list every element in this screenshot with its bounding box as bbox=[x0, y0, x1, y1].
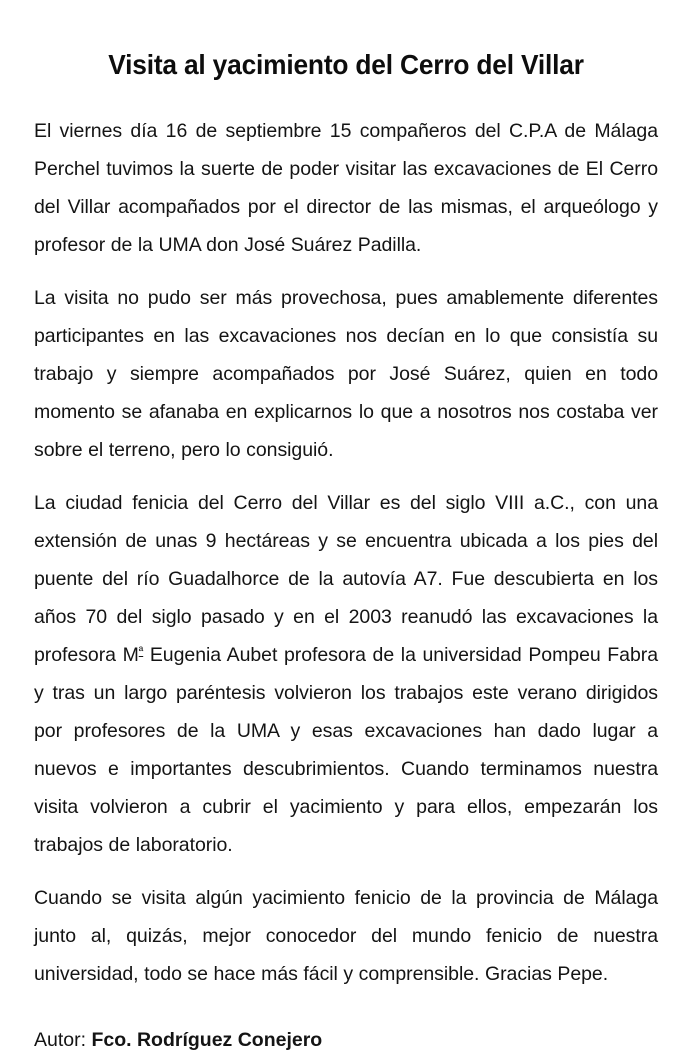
byline bbox=[34, 1008, 658, 1055]
paragraph-3-text-after-ordinal: Eugenia Aubet profesora de la universidad Pompeu Fabra y tras un largo paréntesis volvieron los trabajos este verano dirigidos por profesores de la UMA y esas excavaciones han dado lugar a nuevos e importantes descubrimientos. Cuando terminamos nuestra visita volvieron a cubrir el yacimiento y para ellos, empezarán los trabajos de laboratorio. bbox=[34, 644, 658, 856]
paragraph-2: La visita no pudo ser más provechosa, pues amablemente diferentes participantes en las excavaciones nos decían en lo que consistía su trabajo y siempre acompañados por José Suárez, quien en todo momento se afanaba en explicarnos lo que a nosotros nos costaba ver sobre el terreno, pero lo consiguió. bbox=[34, 287, 658, 461]
paragraph-3-text-before-ordinal: La ciudad fenicia del Cerro del Villar es del siglo VIII a.C., con una extensión de unas 9 hectáreas y se encuentra ubicada a los pies del puente del río Guadalhorce de la autovía A7. Fue descubierta en los años 70 del siglo pasado y en el 2003 reanudó las excavaciones la profesora M bbox=[34, 492, 658, 666]
paragraph-1: El viernes día 16 de septiembre 15 compañeros del C.P.A de Málaga Perchel tuvimos la suerte de poder visitar las excavaciones de El Cerro del Villar acompañados por el director de las mismas, el arqueólogo y profesor de la UMA don José Suárez Padilla. bbox=[34, 120, 658, 256]
page-title: Visita al yacimiento del Cerro del Villar bbox=[108, 49, 584, 80]
byline-author-name: Fco. Rodríguez Conejero bbox=[91, 1029, 323, 1051]
document-body bbox=[34, 82, 658, 1055]
byline-label: Autor: bbox=[34, 1029, 87, 1051]
paragraph-3 bbox=[34, 484, 658, 864]
feminine-ordinal-mark: ª bbox=[138, 643, 144, 658]
paragraph-4: Cuando se visita algún yacimiento fenicio de la provincia de Málaga junto al, quizás, mejor conocedor del mundo fenicio de nuestra universidad, todo se hace más fácil y comprensible. Gracias Pepe. bbox=[34, 887, 658, 985]
